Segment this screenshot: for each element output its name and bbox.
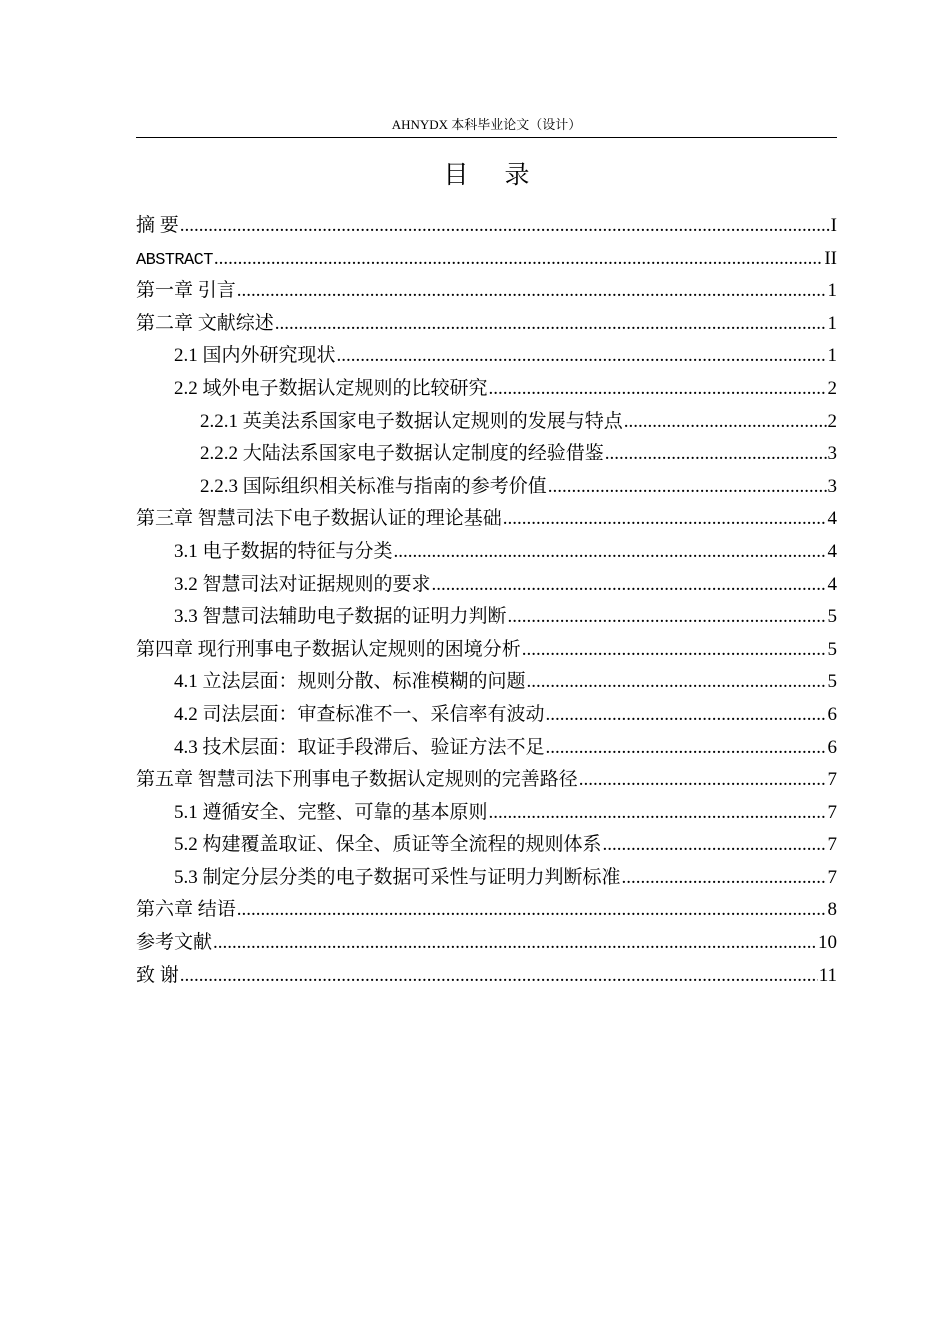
toc-entry-section-3-3[interactable] — [136, 601, 837, 634]
toc-entry-section-5-2[interactable] — [136, 829, 837, 862]
toc-leader-dots — [237, 894, 827, 927]
toc-leader-dots — [213, 927, 817, 960]
toc-entry-chapter-6[interactable] — [136, 894, 837, 927]
toc-entry-label: 2.2 域外电子数据认定规则的比较研究 — [174, 377, 488, 399]
toc-entry-section-2-2-3[interactable] — [136, 471, 837, 504]
toc-entry-section-2-2[interactable] — [136, 373, 837, 406]
toc-page-number: 4 — [827, 573, 837, 595]
toc-entry-acknowledgements[interactable] — [136, 960, 837, 993]
toc-entry-label: 2.2.1 英美法系国家电子数据认定规则的发展与特点 — [200, 410, 623, 432]
toc-entry-label: 2.2.3 国际组织相关标准与指南的参考价值 — [200, 475, 547, 497]
toc-page-number: I — [830, 215, 837, 236]
toc-page-number: 3 — [827, 443, 837, 465]
toc-entry-label: ABSTRACT — [136, 250, 213, 270]
table-of-contents — [136, 210, 837, 992]
toc-entry-section-5-1[interactable] — [136, 797, 837, 830]
toc-leader-dots — [522, 634, 827, 667]
toc-entry-label: 5.1 遵循安全、完整、可靠的基本原则 — [174, 801, 488, 823]
toc-entry-label: 致 谢 — [136, 964, 179, 986]
toc-entry-label: 2.1 国内外研究现状 — [174, 345, 336, 367]
toc-leader-dots — [508, 601, 827, 634]
toc-entry-label: 第二章 文献综述 — [136, 312, 274, 334]
toc-page-number: 2 — [827, 377, 837, 399]
toc-entry-label: 2.2.2 大陆法系国家电子数据认定制度的经验借鉴 — [200, 443, 604, 465]
toc-page-number: 7 — [827, 834, 837, 856]
toc-page-number: 2 — [827, 410, 837, 432]
page-header: AHNYDX 本科毕业论文（设计） — [391, 117, 582, 132]
toc-page-number: 5 — [827, 671, 837, 693]
toc-page-number: 7 — [827, 801, 837, 823]
toc-leader-dots — [546, 732, 827, 765]
toc-entry-section-2-2-1[interactable] — [136, 406, 837, 439]
toc-leader-dots — [237, 275, 827, 308]
toc-entry-section-2-1[interactable] — [136, 340, 837, 373]
toc-leader-dots — [180, 960, 818, 993]
toc-page-number: 6 — [827, 736, 837, 758]
toc-title: 目 录 — [443, 160, 544, 189]
toc-page-number: 6 — [827, 703, 837, 725]
toc-entry-label: 第四章 现行刑事电子数据认定规则的困境分析 — [136, 638, 521, 660]
toc-page-number: 4 — [827, 540, 837, 562]
toc-entry-label: 参考文献 — [136, 932, 213, 954]
toc-entry-label: 4.3 技术层面：取证手段滞后、验证方法不足 — [174, 736, 545, 758]
toc-page-number: 1 — [827, 312, 837, 334]
toc-entry-references[interactable] — [136, 927, 837, 960]
toc-leader-dots — [503, 503, 827, 536]
toc-leader-dots — [622, 862, 827, 895]
toc-entry-section-4-1[interactable] — [136, 666, 837, 699]
toc-entry-section-3-1[interactable] — [136, 536, 837, 569]
toc-leader-dots — [214, 243, 824, 276]
toc-entry-section-2-2-2[interactable] — [136, 438, 837, 471]
toc-leader-dots — [579, 764, 827, 797]
toc-leader-dots — [337, 340, 827, 373]
toc-entry-label: 第五章 智慧司法下刑事电子数据认定规则的完善路径 — [136, 769, 578, 791]
toc-page-number: 5 — [827, 606, 837, 628]
toc-entry-section-5-3[interactable] — [136, 862, 837, 895]
toc-entry-chapter-4[interactable] — [136, 634, 837, 667]
toc-entry-abstract-en[interactable] — [136, 243, 837, 276]
toc-entry-section-4-2[interactable] — [136, 699, 837, 732]
toc-entry-label: 5.2 构建覆盖取证、保全、质证等全流程的规则体系 — [174, 834, 602, 856]
toc-leader-dots — [624, 406, 827, 439]
toc-leader-dots — [394, 536, 827, 569]
toc-leader-dots — [546, 699, 827, 732]
toc-entry-label: 4.2 司法层面：审查标准不一、采信率有波动 — [174, 703, 545, 725]
toc-page-number: 1 — [827, 280, 837, 302]
toc-leader-dots — [605, 438, 827, 471]
toc-page-number: 10 — [818, 932, 837, 954]
toc-entry-chapter-2[interactable] — [136, 308, 837, 341]
toc-page-number: 3 — [827, 475, 837, 497]
toc-entry-section-4-3[interactable] — [136, 732, 837, 765]
toc-leader-dots — [489, 373, 827, 406]
toc-leader-dots — [432, 569, 827, 602]
toc-entry-label: 第一章 引言 — [136, 280, 236, 302]
toc-page-number: 7 — [827, 769, 837, 791]
toc-entry-label: 第三章 智慧司法下电子数据认证的理论基础 — [136, 508, 502, 530]
toc-page-number: 11 — [818, 964, 837, 986]
header-divider — [136, 137, 837, 138]
toc-page-number: 7 — [827, 866, 837, 888]
toc-entry-abstract-cn[interactable] — [136, 210, 837, 243]
toc-entry-chapter-5[interactable] — [136, 764, 837, 797]
toc-leader-dots — [180, 210, 830, 243]
toc-entry-label: 4.1 立法层面：规则分散、标准模糊的问题 — [174, 671, 526, 693]
toc-entry-label: 第六章 结语 — [136, 899, 236, 921]
toc-entry-section-3-2[interactable] — [136, 569, 837, 602]
toc-leader-dots — [527, 666, 827, 699]
toc-page-number: 5 — [827, 638, 837, 660]
toc-leader-dots — [489, 797, 827, 830]
toc-entry-label: 5.3 制定分层分类的电子数据可采性与证明力判断标准 — [174, 866, 621, 888]
toc-entry-chapter-1[interactable] — [136, 275, 837, 308]
toc-entry-label: 3.3 智慧司法辅助电子数据的证明力判断 — [174, 606, 507, 628]
toc-leader-dots — [548, 471, 827, 504]
toc-entry-label: 3.1 电子数据的特征与分类 — [174, 540, 393, 562]
toc-page-number: 8 — [827, 899, 837, 921]
toc-leader-dots — [603, 829, 827, 862]
toc-entry-label: 摘 要 — [136, 215, 179, 236]
toc-page-number: 4 — [827, 508, 837, 530]
toc-leader-dots — [275, 308, 827, 341]
toc-page-number: 1 — [827, 345, 837, 367]
toc-page-number: II — [824, 247, 837, 269]
toc-entry-chapter-3[interactable] — [136, 503, 837, 536]
toc-entry-label: 3.2 智慧司法对证据规则的要求 — [174, 573, 431, 595]
